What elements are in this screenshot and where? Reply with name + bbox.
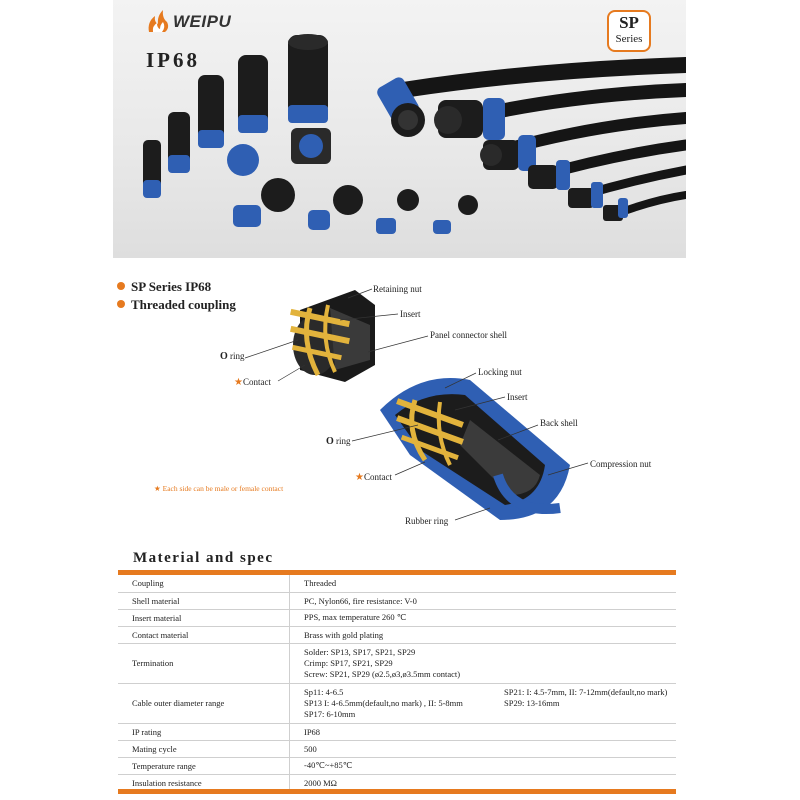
spec-value: Solder: SP13, SP17, SP21, SP29 Crimp: SP17, SP21, SP29 Screw: SP21, SP29 (ø2.5,ø3,ø3.5mm contact) — [290, 643, 677, 683]
spec-key: Contact material — [118, 626, 290, 643]
spec-key: Insert material — [118, 609, 290, 626]
label-retaining-nut: Retaining nut — [373, 284, 422, 294]
spec-key: Shell material — [118, 592, 290, 609]
label-back-shell: Back shell — [540, 418, 578, 428]
series-badge-main: SP — [619, 13, 639, 32]
spec-value: Sp11: 4-6.5 SP13 I: 4-6.5mm(default,no mark) , II: 5-8mm SP17: 6-10mm SP21: I: 4.5-7mm, II: 7-12mm(default,no mark) SP29: 13-16mm — [290, 683, 677, 723]
cable-connector-illustration — [380, 378, 570, 520]
series-badge — [607, 10, 651, 52]
label-rubber-ring: Rubber ring — [405, 516, 449, 526]
hero-title: IP68 — [146, 48, 200, 72]
spec-value: -40℃~+85℃ — [290, 757, 677, 774]
table-row — [118, 609, 676, 626]
spec-value: PPS, max temperature 260 ℃ — [290, 609, 677, 626]
cables — [403, 65, 686, 215]
spec-key: Coupling — [118, 575, 290, 592]
series-badge-sub: Series — [615, 33, 643, 45]
spec-key: Mating cycle — [118, 740, 290, 757]
label-contact: ★Contact — [355, 472, 392, 483]
spec-value: 2000 MΩ — [290, 774, 677, 791]
weipu-flame-logo-icon — [145, 8, 171, 34]
spec-bottom-divider — [118, 789, 676, 794]
label-o-ring: O ring — [326, 436, 351, 447]
star-icon: ★ — [234, 377, 243, 388]
label-compression-nut: Compression nut — [590, 459, 652, 469]
spec-key: Cable outer diameter range — [118, 683, 290, 723]
spec-value: PC, Nylon66, fire resistance: V-0 — [290, 592, 677, 609]
brand-name: WEIPU — [173, 12, 232, 31]
label-o-ring: O ring — [220, 351, 245, 362]
label-locking-nut: Locking nut — [478, 367, 522, 377]
spec-key: Temperature range — [118, 757, 290, 774]
star-icon: ★ — [154, 484, 163, 493]
footnote: ★ Each side can be male or female contact — [154, 484, 284, 493]
spec-table — [118, 575, 676, 791]
label-panel-shell: Panel connector shell — [430, 330, 507, 340]
panel-connector-illustration — [290, 290, 375, 382]
label-insert: Insert — [400, 309, 421, 319]
label-insert: Insert — [507, 392, 528, 402]
feature-label: Threaded coupling — [131, 297, 236, 312]
spec-key: IP rating — [118, 723, 290, 740]
spec-value: Threaded — [290, 575, 677, 592]
table-row — [118, 683, 676, 723]
spec-value: Brass with gold plating — [290, 626, 677, 643]
star-icon: ★ — [355, 472, 364, 483]
spec-key: Insulation resistance — [132, 777, 202, 788]
table-row — [118, 757, 676, 774]
label-contact: ★Contact — [234, 377, 271, 388]
spec-key: Termination — [118, 643, 290, 683]
table-row — [118, 592, 676, 609]
spec-value: IP68 — [290, 723, 677, 740]
feature-label: SP Series IP68 — [131, 279, 212, 294]
table-row — [118, 575, 676, 592]
spec-value: 500 — [290, 740, 677, 757]
table-row — [118, 740, 676, 757]
table-row — [118, 643, 676, 683]
spec-title: Material and spec — [133, 550, 274, 566]
table-row — [118, 723, 676, 740]
table-row — [118, 626, 676, 643]
